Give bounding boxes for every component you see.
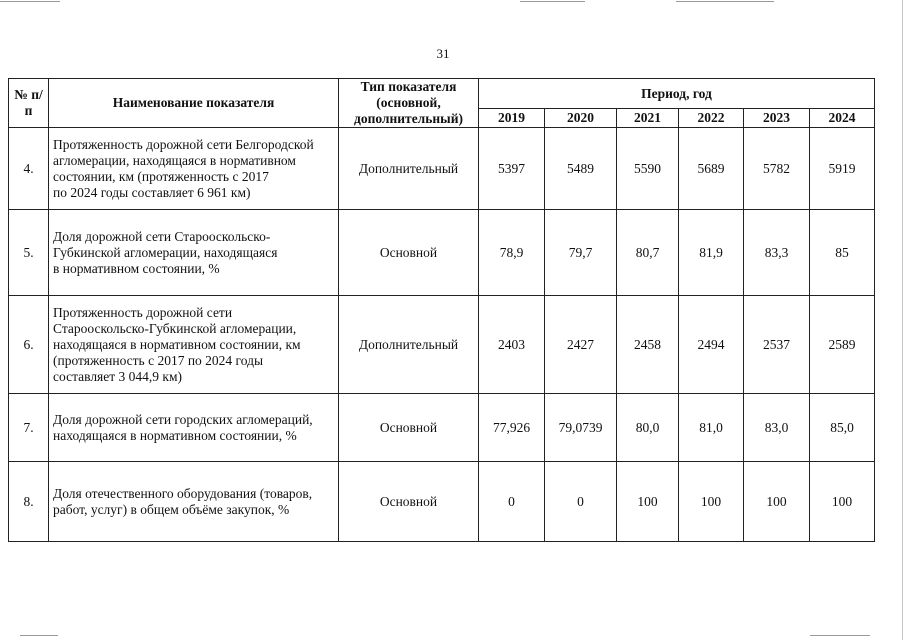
row-value-2019: 5397 xyxy=(479,128,545,210)
row-value-2020: 79,0739 xyxy=(545,394,617,462)
row-value-2023: 100 xyxy=(744,462,810,542)
row-value-2021: 80,7 xyxy=(617,210,679,296)
page-number: 31 xyxy=(436,46,450,61)
header-year: 2021 xyxy=(617,109,679,128)
row-value-2019: 78,9 xyxy=(479,210,545,296)
row-value-2020: 0 xyxy=(545,462,617,542)
row-value-2021: 5590 xyxy=(617,128,679,210)
row-value-2024: 85 xyxy=(810,210,875,296)
row-value-2023: 83,0 xyxy=(744,394,810,462)
scan-mark-bottom-left xyxy=(20,635,58,636)
header-name xyxy=(49,79,339,128)
row-num: 4. xyxy=(9,128,49,210)
row-value-2022: 81,9 xyxy=(679,210,744,296)
row-name xyxy=(49,128,339,210)
row-value-2022: 5689 xyxy=(679,128,744,210)
row-value-2020: 79,7 xyxy=(545,210,617,296)
row-value-2024: 85,0 xyxy=(810,394,875,462)
row-value-2019: 2403 xyxy=(479,296,545,394)
row-value-2024: 100 xyxy=(810,462,875,542)
row-name xyxy=(49,462,339,542)
scan-edge-right xyxy=(902,0,903,640)
row-value-2021: 80,0 xyxy=(617,394,679,462)
table-row xyxy=(9,210,875,296)
table-row xyxy=(9,394,875,462)
row-name xyxy=(49,296,339,394)
row-name xyxy=(49,394,339,462)
row-value-2021: 2458 xyxy=(617,296,679,394)
row-name-text: Протяженность дорожной сети Белгородской агломерации, находящаяся в нормативном состоянии, км (протяженность с 2017 по 2024 годы составляет 6 961 км) xyxy=(53,136,314,200)
row-value-2024: 2589 xyxy=(810,296,875,394)
row-value-2019: 77,926 xyxy=(479,394,545,462)
row-value-2021: 100 xyxy=(617,462,679,542)
row-name-text: Протяженность дорожной сети Старооскольско-Губкинской агломерации, находящаяся в нормативном состоянии, км (протяженность с 2017 по 2024 годы составляет 3 044,9 км) xyxy=(53,304,301,384)
row-name-text: Доля дорожной сети городских агломераций, находящаяся в нормативном состоянии, % xyxy=(53,411,313,443)
header-year: 2019 xyxy=(479,109,545,128)
row-type: Дополнительный xyxy=(339,128,479,210)
row-value-2022: 2494 xyxy=(679,296,744,394)
row-name xyxy=(49,210,339,296)
header-name-text: Наименование показателя xyxy=(112,95,275,110)
row-type: Основной xyxy=(339,394,479,462)
row-value-2022: 100 xyxy=(679,462,744,542)
row-name-text: Доля отечественного оборудования (товаров, работ, услуг) в общем объёме закупок, % xyxy=(53,485,313,517)
row-value-2020: 5489 xyxy=(545,128,617,210)
header-type xyxy=(339,79,479,128)
row-value-2023: 5782 xyxy=(744,128,810,210)
row-num: 8. xyxy=(9,462,49,542)
header-type-text: Тип показателя (основной, дополнительный) xyxy=(354,79,463,126)
row-value-2020: 2427 xyxy=(545,296,617,394)
row-value-2023: 83,3 xyxy=(744,210,810,296)
scan-mark-top-center xyxy=(520,1,585,2)
row-type: Основной xyxy=(339,462,479,542)
table-header-row xyxy=(9,79,875,109)
header-year: 2023 xyxy=(744,109,810,128)
row-name-text: Доля дорожной сети Старооскольско- Губкинской агломерации, находящаяся в нормативном состоянии, % xyxy=(53,228,278,276)
scan-mark-top-left xyxy=(0,1,60,2)
header-year: 2022 xyxy=(679,109,744,128)
table-row xyxy=(9,462,875,542)
row-value-2024: 5919 xyxy=(810,128,875,210)
header-num xyxy=(9,79,49,128)
scan-mark-bottom-right xyxy=(810,635,870,636)
header-period xyxy=(479,79,875,109)
row-value-2022: 81,0 xyxy=(679,394,744,462)
header-period-text: Период, год xyxy=(641,85,712,101)
table-row xyxy=(9,296,875,394)
row-type: Основной xyxy=(339,210,479,296)
row-value-2019: 0 xyxy=(479,462,545,542)
scan-mark-top-right xyxy=(676,1,774,2)
header-year: 2020 xyxy=(545,109,617,128)
table-row xyxy=(9,128,875,210)
row-num: 7. xyxy=(9,394,49,462)
row-value-2023: 2537 xyxy=(744,296,810,394)
row-num: 5. xyxy=(9,210,49,296)
row-num: 6. xyxy=(9,296,49,394)
indicators-table xyxy=(8,78,875,542)
row-type: Дополнительный xyxy=(339,296,479,394)
header-num-text: № п/п xyxy=(14,87,43,118)
header-year: 2024 xyxy=(810,109,875,128)
